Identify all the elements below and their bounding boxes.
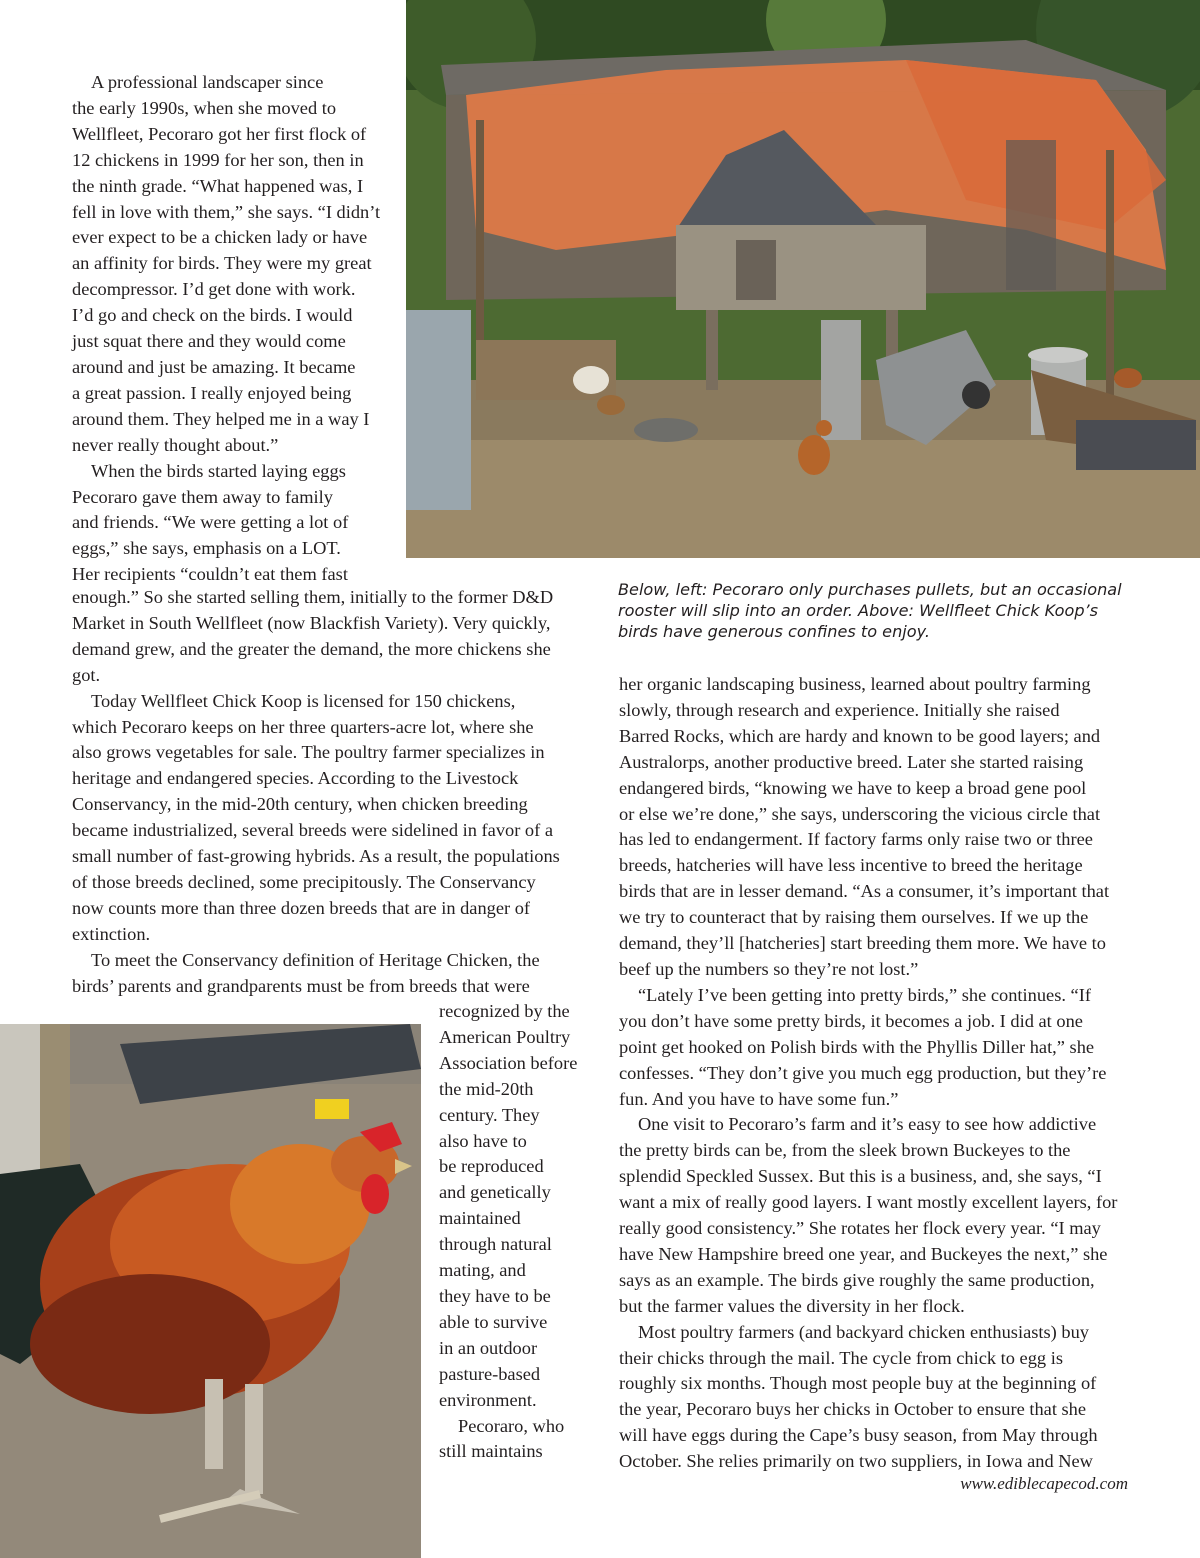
text-line: mating, and (439, 1260, 526, 1281)
paragraph-continuation (619, 672, 1129, 983)
text-line: One visit to Pecoraro’s farm and it’s easy to see how addictive (638, 1114, 1097, 1135)
text-line: really good consistency.” She rotates her flock every year. “I may (619, 1218, 1101, 1239)
caption-line: Below, left: Pecoraro only purchases pullets, but an occasional (618, 580, 1122, 599)
text-line: Conservancy, in the mid-20th century, when chicken breeding (72, 794, 528, 815)
text-line: splendid Speckled Sussex. But this is a business, and, she says, “I (619, 1166, 1102, 1187)
text-line: Australorps, another productive breed. Later she started raising (619, 751, 1084, 772)
text-line: fell in love with them,” she says. “I didn’t (72, 201, 381, 222)
footer-website: www.ediblecapecod.com (960, 1474, 1128, 1493)
text-line: became industrialized, several breeds were sidelined in favor of a (72, 820, 554, 841)
coop-illustration (406, 0, 1200, 558)
text-line: still maintains (439, 1441, 543, 1462)
text-line: around them. They helped me in a way I (72, 408, 370, 429)
text-line: Her recipients “couldn’t eat them fast (72, 564, 348, 585)
text-line: the mid-20th (439, 1078, 534, 1099)
text-line: in an outdoor (439, 1337, 538, 1358)
text-line: confesses. “They don’t give you much egg production, but they’re (619, 1062, 1107, 1083)
text-line: also have to (439, 1130, 527, 1151)
text-line: Association before (439, 1052, 578, 1073)
text-line: beef up the numbers so they’re not lost.” (619, 958, 919, 979)
text-line: Barred Rocks, which are hardy and known to be good layers; and (619, 725, 1101, 746)
text-line: maintained (439, 1208, 521, 1229)
paragraph (619, 983, 1129, 1113)
text-line: To meet the Conservancy definition of Heritage Chicken, the (91, 949, 540, 970)
text-line: you don’t have some pretty birds, it becomes a job. I did at one (619, 1010, 1083, 1031)
paragraph (72, 459, 392, 589)
text-line: American Poultry (439, 1026, 571, 1047)
caption-line: rooster will slip into an order. Above: Wellfleet Chick Koop’s (618, 600, 1099, 620)
paragraph (439, 1414, 599, 1466)
text-line: the pretty birds can be, from the sleek brown Buckeyes to the (619, 1140, 1071, 1161)
text-line: also grows vegetables for sale. The poultry farmer specializes in (72, 742, 545, 763)
rooster-illustration (0, 1024, 421, 1558)
text-line: birds that are in lesser demand. “As a consumer, it’s important that (619, 881, 1110, 902)
text-line: her organic landscaping business, learned about poultry farming (619, 674, 1091, 694)
article-column-right (619, 672, 1129, 1475)
text-line: I’d go and check on the birds. I would (72, 305, 353, 326)
paragraph (72, 948, 586, 1000)
text-line: eggs,” she says, emphasis on a LOT. (72, 538, 341, 559)
text-line: which Pecoraro keeps on her three quarters-acre lot, where she (72, 716, 534, 737)
text-line: extinction. (72, 923, 151, 944)
text-line: fun. And you have to have some fun.” (619, 1088, 899, 1109)
text-line: now counts more than three dozen breeds that are in danger of (72, 897, 531, 918)
text-line: Today Wellfleet Chick Koop is licensed for 150 chickens, (91, 690, 516, 711)
caption-line: birds have generous confines to enjoy. (618, 621, 930, 641)
text-line: want a mix of really good layers. I want mostly excellent layers, for (619, 1192, 1118, 1213)
text-line: the ninth grade. “What happened was, I (72, 175, 364, 196)
text-line: says as an example. The birds give roughly the same production, (619, 1269, 1095, 1290)
text-line: through natural (439, 1234, 552, 1255)
text-line: decompressor. I’d get done with work. (72, 279, 356, 300)
text-line: around and just be amazing. It became (72, 356, 356, 377)
text-line: demand grew, and the greater the demand, the more chickens she (72, 638, 551, 659)
text-line: Pecoraro gave them away to family (72, 486, 333, 507)
text-line: When the birds started laying eggs (91, 460, 346, 481)
paragraph-continuation (72, 585, 586, 689)
text-line: recognized by the (439, 1001, 570, 1021)
photo-caption (618, 580, 1138, 642)
text-line: October. She relies primarily on two suppliers, in Iowa and New (619, 1451, 1093, 1472)
text-line: will have eggs during the Cape’s busy season, from May through (619, 1425, 1098, 1446)
text-line: be reproduced (439, 1156, 544, 1177)
paragraph (72, 689, 586, 948)
text-line: slowly, through research and experience. Initially she raised (619, 699, 1060, 720)
text-line: Pecoraro, who (458, 1415, 565, 1436)
text-line: 12 chickens in 1999 for her son, then in (72, 149, 364, 170)
paragraph (619, 1112, 1129, 1319)
paragraph-continuation (439, 999, 599, 1414)
text-line: endangered birds, “knowing we have to keep a broad gene pool (619, 777, 1087, 798)
text-line: we try to counteract that by raising them ourselves. If we up the (619, 907, 1089, 928)
text-line: Market in South Wellfleet (now Blackfish Variety). Very quickly, (72, 612, 551, 633)
text-line: Wellfleet, Pecoraro got her first flock of (72, 123, 367, 144)
paragraph (72, 70, 392, 459)
text-line: century. They (439, 1104, 540, 1125)
text-line: A professional landscaper since (91, 72, 324, 92)
text-line: Most poultry farmers (and backyard chicken enthusiasts) buy (638, 1321, 1089, 1342)
text-line: the early 1990s, when she moved to (72, 97, 337, 118)
text-line: able to survive (439, 1311, 548, 1332)
paragraph (619, 1320, 1129, 1475)
text-line: got. (72, 664, 101, 685)
text-line: or else we’re done,” she says, underscoring the vicious circle that (619, 803, 1101, 824)
text-line: environment. (439, 1389, 537, 1410)
article-column-left-narrow (439, 999, 599, 1465)
text-line: they have to be (439, 1285, 551, 1306)
text-line: the year, Pecoraro buys her chicks in October to ensure that she (619, 1399, 1087, 1420)
text-line: demand, they’ll [hatcheries] start breeding them more. We have to (619, 933, 1106, 954)
text-line: an affinity for birds. They were my great (72, 253, 372, 274)
text-line: have New Hampshire breed one year, and Buckeyes the next,” she (619, 1243, 1108, 1264)
text-line: enough.” So she started selling them, initially to the former D&D (72, 587, 554, 607)
text-line: small number of fast-growing hybrids. As a result, the populations (72, 846, 560, 867)
text-line: point get hooked on Polish birds with the Phyllis Diller hat,” she (619, 1036, 1095, 1057)
text-line: “Lately I’ve been getting into pretty birds,” she continues. “If (638, 984, 1091, 1005)
text-line: roughly six months. Though most people buy at the beginning of (619, 1373, 1097, 1394)
text-line: their chicks through the mail. The cycle from chick to egg is (619, 1347, 1063, 1368)
coop-photo (406, 0, 1200, 558)
article-column-left-top (72, 70, 392, 588)
text-line: never really thought about.” (72, 434, 279, 455)
text-line: and genetically (439, 1182, 551, 1203)
text-line: of those breeds declined, some precipitously. The Conservancy (72, 871, 536, 892)
text-line: ever expect to be a chicken lady or have (72, 227, 368, 248)
text-line: breeds, hatcheries will have less incentive to breed the heritage (619, 855, 1083, 876)
text-line: heritage and endangered species. According to the Livestock (72, 768, 519, 789)
article-column-left-wide (72, 585, 586, 1000)
text-line: a great passion. I really enjoyed being (72, 382, 352, 403)
text-line: has led to endangerment. If factory farms only raise two or three (619, 829, 1093, 850)
text-line: but the farmer values the diversity in her flock. (619, 1295, 965, 1316)
rooster-photo (0, 1024, 421, 1558)
text-line: and friends. “We were getting a lot of (72, 512, 349, 533)
text-line: pasture-based (439, 1363, 541, 1384)
text-line: birds’ parents and grandparents must be from breeds that were (72, 975, 530, 996)
text-line: just squat there and they would come (72, 331, 346, 352)
